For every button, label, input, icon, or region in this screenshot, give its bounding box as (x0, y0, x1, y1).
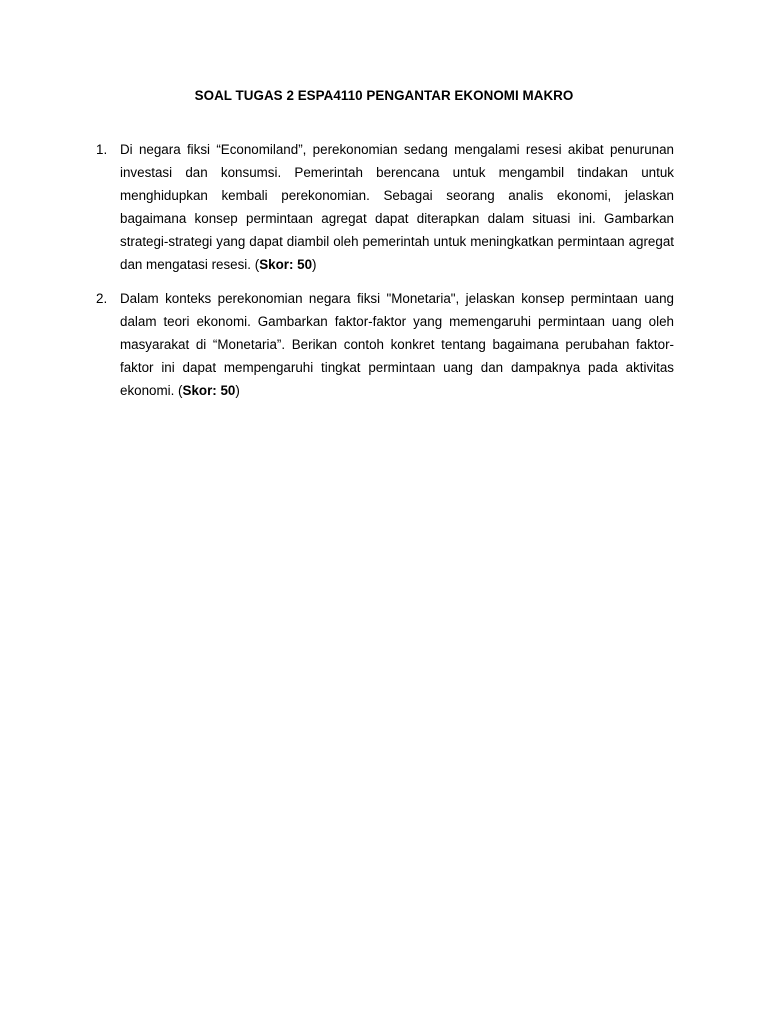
question-close-paren: ) (312, 257, 317, 273)
question-body: Dalam konteks perekonomian negara fiksi "Monetaria", jelaskan konsep permintaan uang dalam teori ekonomi. Gambarkan faktor-faktor yang memengaruhi permintaan uang oleh masyarakat di “Monetaria”. Berikan contoh konkret tentang bagaimana perubahan faktor-faktor ini dapat mempengaruhi tingkat permintaan uang dan dampaknya pada aktivitas ekonomi. ( (120, 290, 674, 398)
question-text (120, 138, 674, 277)
question-number: 1. (96, 142, 108, 157)
question-close-paren: ) (235, 382, 240, 398)
question-body: Di negara fiksi “Economiland”, perekonomian sedang mengalami resesi akibat penurunan investasi dan konsumsi. Pemerintah berencana untuk mengambil tindakan untuk menghidupkan kembali perekonomian. Sebagai seorang analis ekonomi, jelaskan bagaimana konsep permintaan agregat dapat diterapkan dalam situasi ini. Gambarkan strategi-strategi yang dapat diambil oleh pemerintah untuk meningkatkan permintaan agregat dan mengatasi resesi. ( (120, 142, 674, 273)
question-text (120, 287, 674, 402)
question-number: 2. (96, 290, 108, 306)
question-list (96, 138, 674, 412)
question-score: Skor: 50 (182, 382, 236, 398)
document-title: SOAL TUGAS 2 ESPA4110 PENGANTAR EKONOMI MAKRO (194, 88, 574, 103)
question-score: Skor: 50 (259, 257, 313, 273)
question-item-2 (96, 287, 674, 402)
question-item-1 (96, 138, 674, 277)
